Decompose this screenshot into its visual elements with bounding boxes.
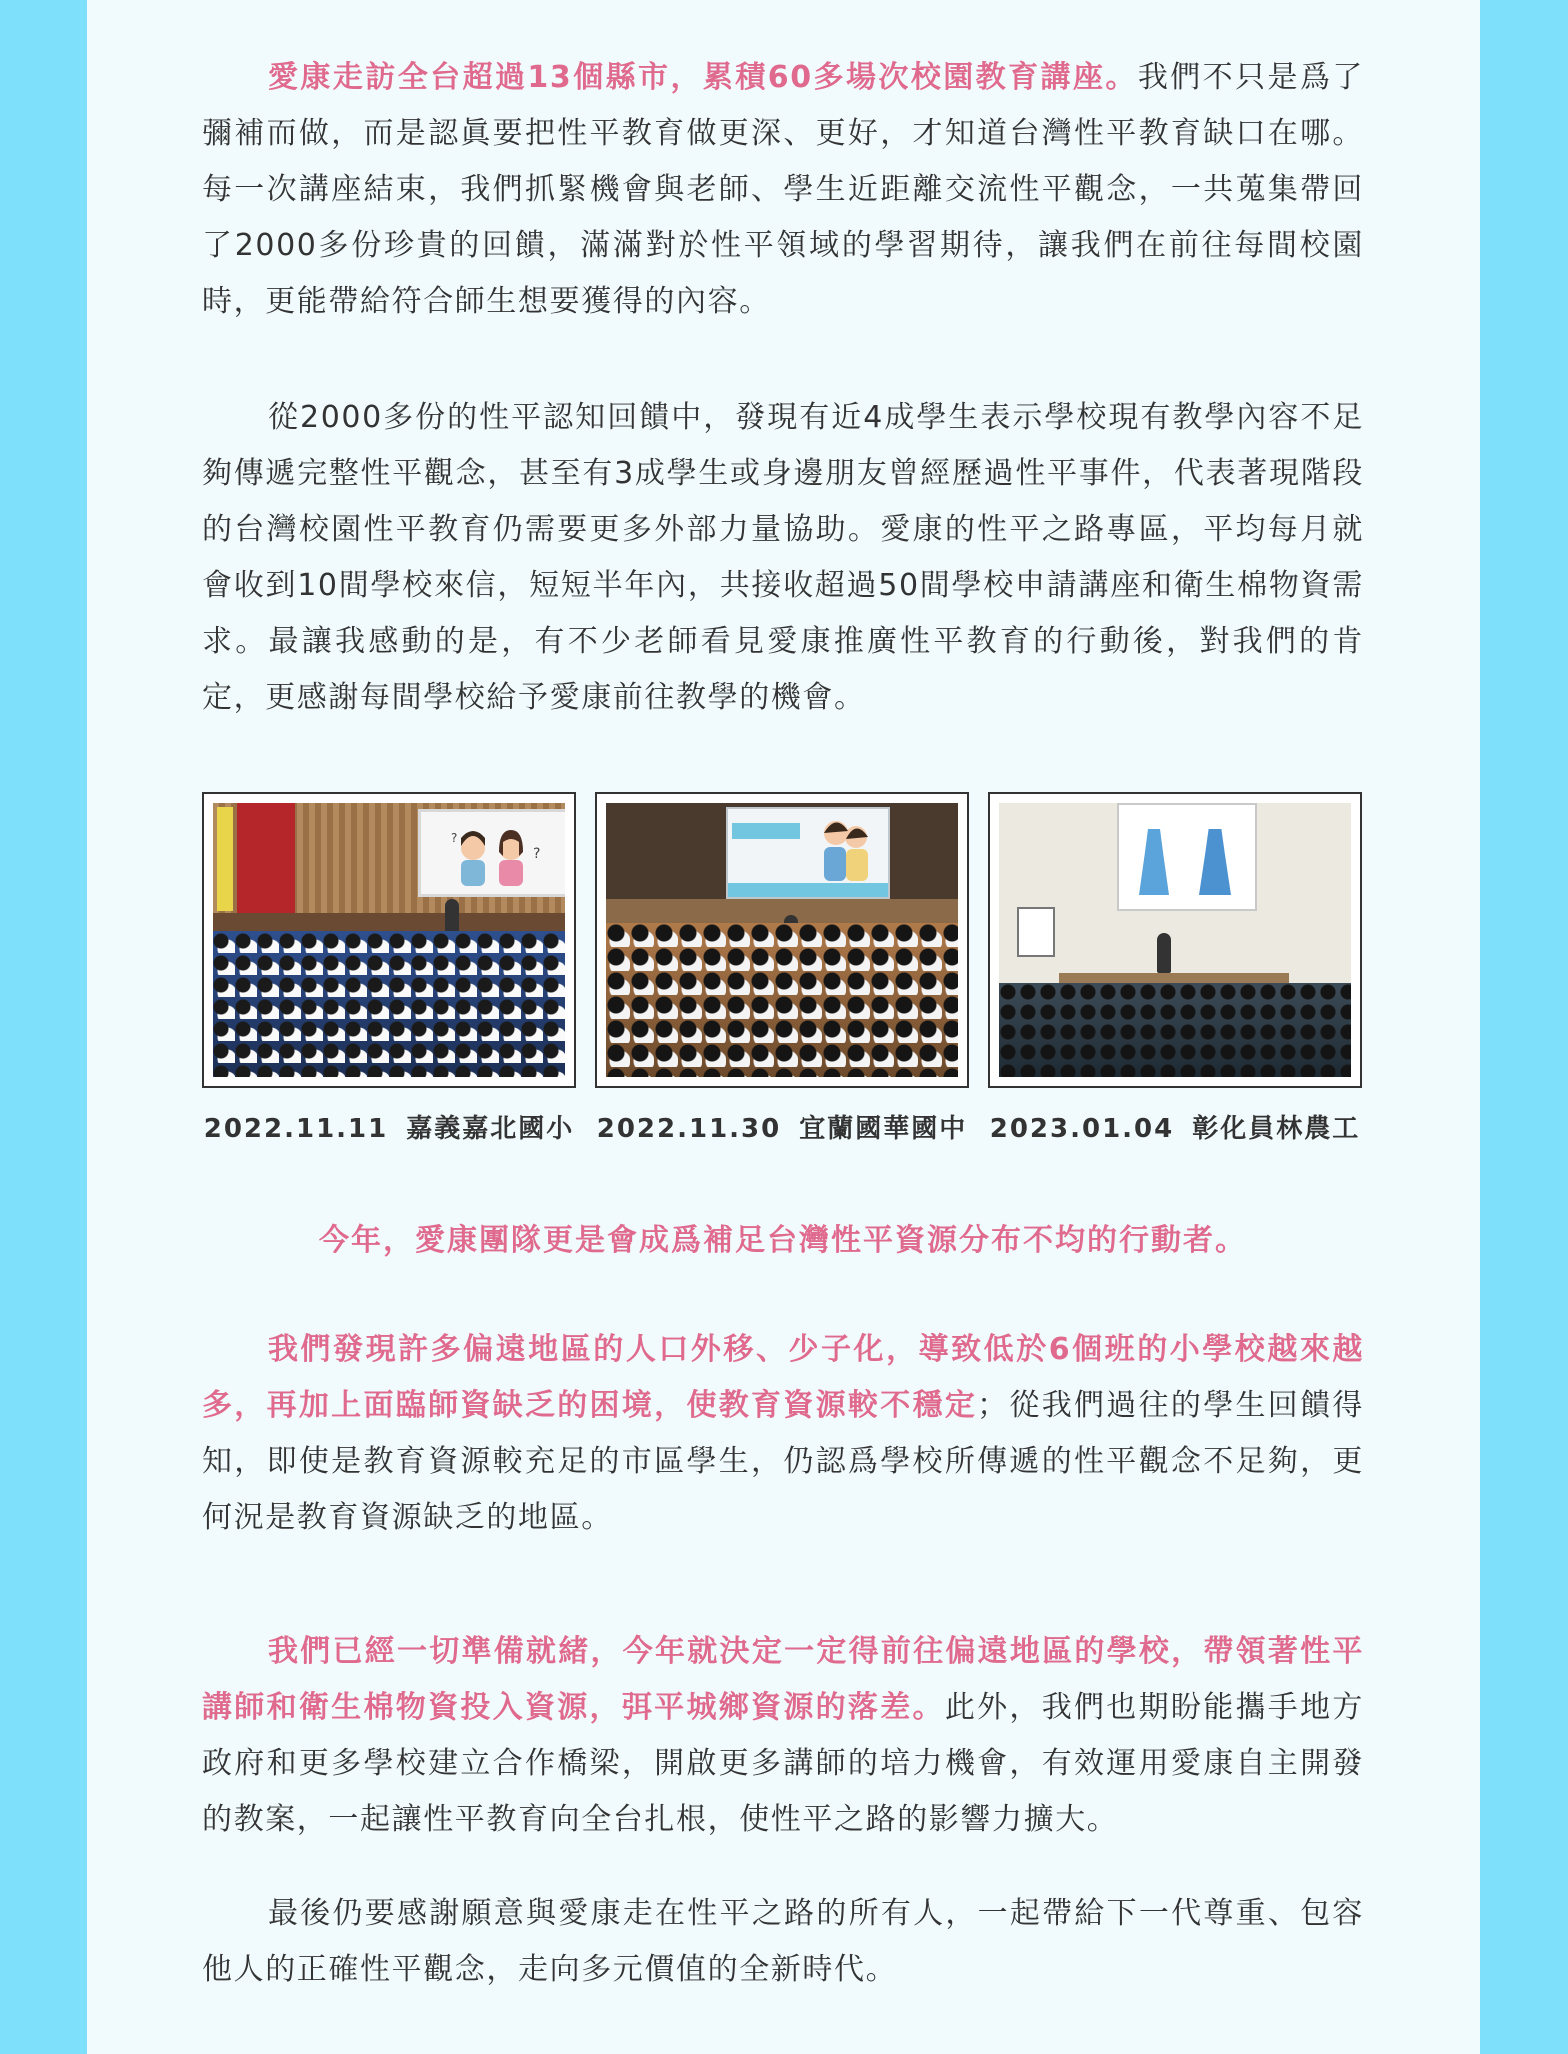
photo-place: 嘉義嘉北國小 bbox=[406, 1114, 575, 1144]
photo-gallery bbox=[202, 792, 1364, 1142]
body-text: ；從我們過往的學生回饋得知，即使是教育資源較充足的市區學生，仍認爲學校所傳遞的性平觀念不足夠，更何況是教育資源缺乏的地區。 bbox=[202, 1388, 1364, 1535]
paragraph-plan bbox=[202, 1624, 1364, 1848]
projector-screen bbox=[418, 809, 565, 897]
highlight-banner: 今年，愛康團隊更是會成爲補足台灣性平資源分布不均的行動者。 bbox=[319, 1223, 1247, 1258]
photo-caption bbox=[595, 1108, 969, 1145]
photo-place: 彰化員林農工 bbox=[1192, 1114, 1361, 1144]
lecture-photo bbox=[213, 803, 565, 1077]
whiteboard bbox=[1017, 907, 1055, 957]
photo-frame bbox=[202, 792, 576, 1088]
paragraph-thanks bbox=[202, 1886, 1364, 1998]
photo-place: 宜蘭國華國中 bbox=[799, 1114, 968, 1144]
photo-date: 2022.11.30 bbox=[596, 1114, 782, 1144]
paragraph-feedback-findings bbox=[202, 390, 1364, 726]
body-text: 此外，我們也期盼能攜手地方政府和更多學校建立合作橋梁，開啟更多講師的培力機會，有效運用愛康自主開發的教案，一起讓性平教育向全台扎根，使性平之路的影響力擴大。 bbox=[202, 1690, 1364, 1837]
photo-card bbox=[595, 792, 969, 1145]
lecture-photo bbox=[606, 803, 958, 1077]
projector-screen bbox=[1117, 803, 1257, 911]
photo-frame bbox=[988, 792, 1362, 1088]
photo-date: 2022.11.11 bbox=[203, 1114, 389, 1144]
highlight-text: 愛康走訪全台超過13個縣市，累積60多場次校園教育講座。 bbox=[268, 60, 1138, 95]
lecture-photo bbox=[999, 803, 1351, 1077]
body-text: 我們不只是爲了彌補而做，而是認眞要把性平教育做更深、更好，才知道台灣性平教育缺口在哪。每一次講座結束，我們抓緊機會與老師、學生近距離交流性平觀念，一共蒐集帶回了2000多份珍貴的回饋，滿滿對於性平領域的學習期待，讓我們在前往每間校園時，更能帶給符合師生想要獲得的內容。 bbox=[202, 60, 1364, 319]
article-page bbox=[87, 0, 1480, 2054]
photo-frame bbox=[595, 792, 969, 1088]
body-text: 從2000多份的性平認知回饋中，發現有近4成學生表示學校現有教學內容不足夠傳遞完整性平觀念，甚至有3成學生或身邊朋友曾經歷過性平事件，代表著現階段的台灣校園性平教育仍需要更多外部力量協助。愛康的性平之路專區，平均每月就會收到10間學校來信，短短半年內，共接收超過50間學校申請講座和衛生棉物資需求。最讓我感動的是，有不少老師看見愛康推廣性平教育的行動後，對我們的肯定，更感謝每間學校給予愛康前往教學的機會。 bbox=[202, 400, 1364, 715]
paragraph-lecture-summary bbox=[202, 50, 1364, 330]
speaker-figure bbox=[1157, 933, 1171, 973]
body-text: 最後仍要感謝願意與愛康走在性平之路的所有人，一起帶給下一代尊重、包容他人的正確性平觀念，走向多元價值的全新時代。 bbox=[202, 1896, 1364, 1987]
photo-caption bbox=[202, 1108, 576, 1145]
photo-card bbox=[988, 792, 1362, 1145]
svg-text:?: ? bbox=[451, 831, 458, 845]
svg-text:?: ? bbox=[533, 846, 541, 862]
projector-screen bbox=[726, 807, 890, 899]
dress-illustration bbox=[1139, 829, 1169, 895]
photo-card bbox=[202, 792, 576, 1145]
highlight-text: 我們已經一切準備就緒，今年就決定一定得前往偏遠地區的學校，帶領著性平講師和衛生棉物資投入資源，弭平城鄉資源的落差。 bbox=[202, 1634, 1364, 1725]
paragraph-remote-areas bbox=[202, 1322, 1364, 1546]
dress-illustration bbox=[1199, 829, 1231, 895]
highlight-text: 我們發現許多偏遠地區的人口外移、少子化，導致低於6個班的小學校越來越多，再加上面臨師資缺乏的困境，使教育資源較不穩定 bbox=[202, 1332, 1364, 1423]
photo-caption bbox=[988, 1108, 1362, 1145]
photo-date: 2023.01.04 bbox=[989, 1114, 1175, 1144]
